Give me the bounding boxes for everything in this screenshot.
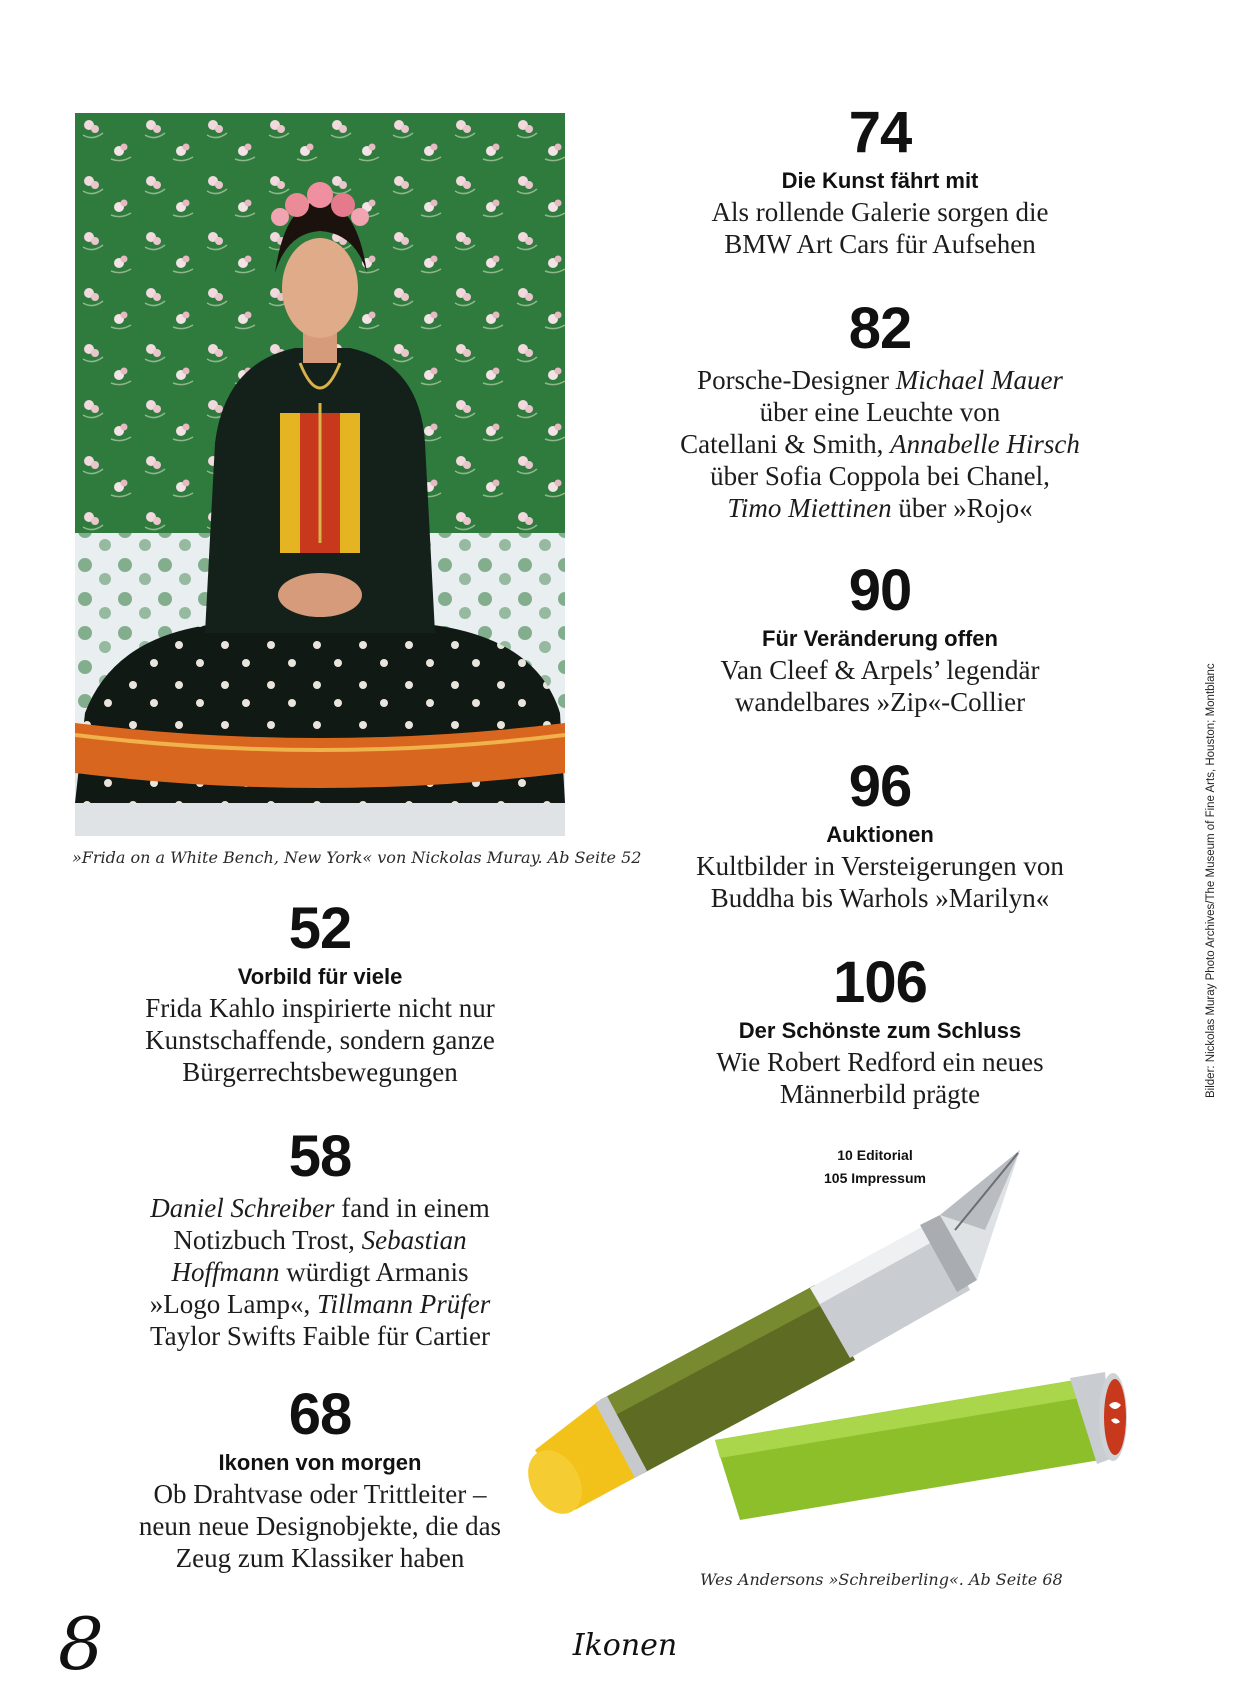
toc-entry-90[interactable] [640, 558, 1120, 718]
toc-entry-82[interactable] [640, 296, 1120, 524]
toc-entry-52[interactable] [80, 896, 560, 1088]
photo-caption: »Frida on a White Bench, New York« von Nickolas Muray. Ab Seite 52 [72, 848, 642, 867]
entry-text: Wie Robert Redford ein neues Männerbild prägte [716, 1047, 1044, 1109]
section-title: Ikonen [572, 1628, 678, 1663]
page-number: 52 [288, 896, 352, 961]
page-number: 82 [848, 296, 912, 361]
toc-entry-106[interactable] [640, 950, 1120, 1110]
image-credit: Bilder: Nickolas Muray Photo Archives/The Museum of Fine Arts, Houston; Montblanc [1205, 663, 1217, 1098]
page-number: 90 [848, 558, 912, 623]
extra-link-impressum[interactable]: 105 Impressum [824, 1170, 926, 1186]
toc-entry-74[interactable] [640, 100, 1120, 260]
entry-text: Frida Kahlo inspirierte nicht nur Kunstschaffende, sondern ganze Bürgerrechtsbewegungen [145, 993, 495, 1087]
entry-text: Ob Drahtvase oder Trittleiter – neun neue Designobjekte, die das Zeug zum Klassiker haben [138, 1479, 502, 1573]
entry-heading: Die Kunst fährt mit [781, 168, 979, 193]
entry-text: Kultbilder in Versteigerungen von Buddha bis Warhols »Marilyn« [696, 851, 1064, 913]
frida-photo-illustration [75, 113, 565, 836]
frida-photo [75, 113, 565, 836]
page-number: 68 [288, 1382, 352, 1447]
extra-link-editorial[interactable]: 10 Editorial [837, 1147, 913, 1163]
toc-entry-68[interactable] [80, 1382, 560, 1574]
page-number: 96 [848, 754, 912, 819]
entry-text: Daniel Schreiber fand in einem Notizbuch Trost, Sebastian Hoffmann würdigt Armanis »Logo Lamp«, Tillmann Prüfer Taylor Swifts Faible für Cartier [149, 1193, 491, 1351]
fountain-pen-image [515, 1120, 1135, 1520]
page-number: 74 [848, 100, 912, 165]
entry-heading: Für Veränderung offen [762, 626, 998, 651]
entry-heading: Auktionen [826, 822, 934, 847]
pen-caption: Wes Andersons »Schreiberling«. Ab Seite 68 [700, 1570, 1063, 1589]
page-number: 106 [833, 950, 927, 1015]
entry-text: Als rollende Galerie sorgen die BMW Art Cars für Aufsehen [711, 197, 1049, 259]
toc-entry-96[interactable] [640, 754, 1120, 914]
entry-heading: Der Schönste zum Schluss [738, 1018, 1022, 1043]
entry-text: Porsche-Designer Michael Mauer über eine Leuchte von Catellani & Smith, Annabelle Hirsch über Sofia Coppola bei Chanel, Timo Miettinen über »Rojo« [680, 365, 1080, 523]
fountain-pen-illustration [515, 1120, 1135, 1520]
folio-page-number: 8 [58, 1602, 104, 1686]
entry-heading: Vorbild für viele [237, 964, 403, 989]
toc-entry-58[interactable] [80, 1124, 560, 1352]
page-number: 58 [288, 1124, 352, 1189]
entry-text: Van Cleef & Arpels’ legendär wandelbares »Zip«-Collier [720, 655, 1040, 717]
entry-heading: Ikonen von morgen [218, 1450, 422, 1475]
